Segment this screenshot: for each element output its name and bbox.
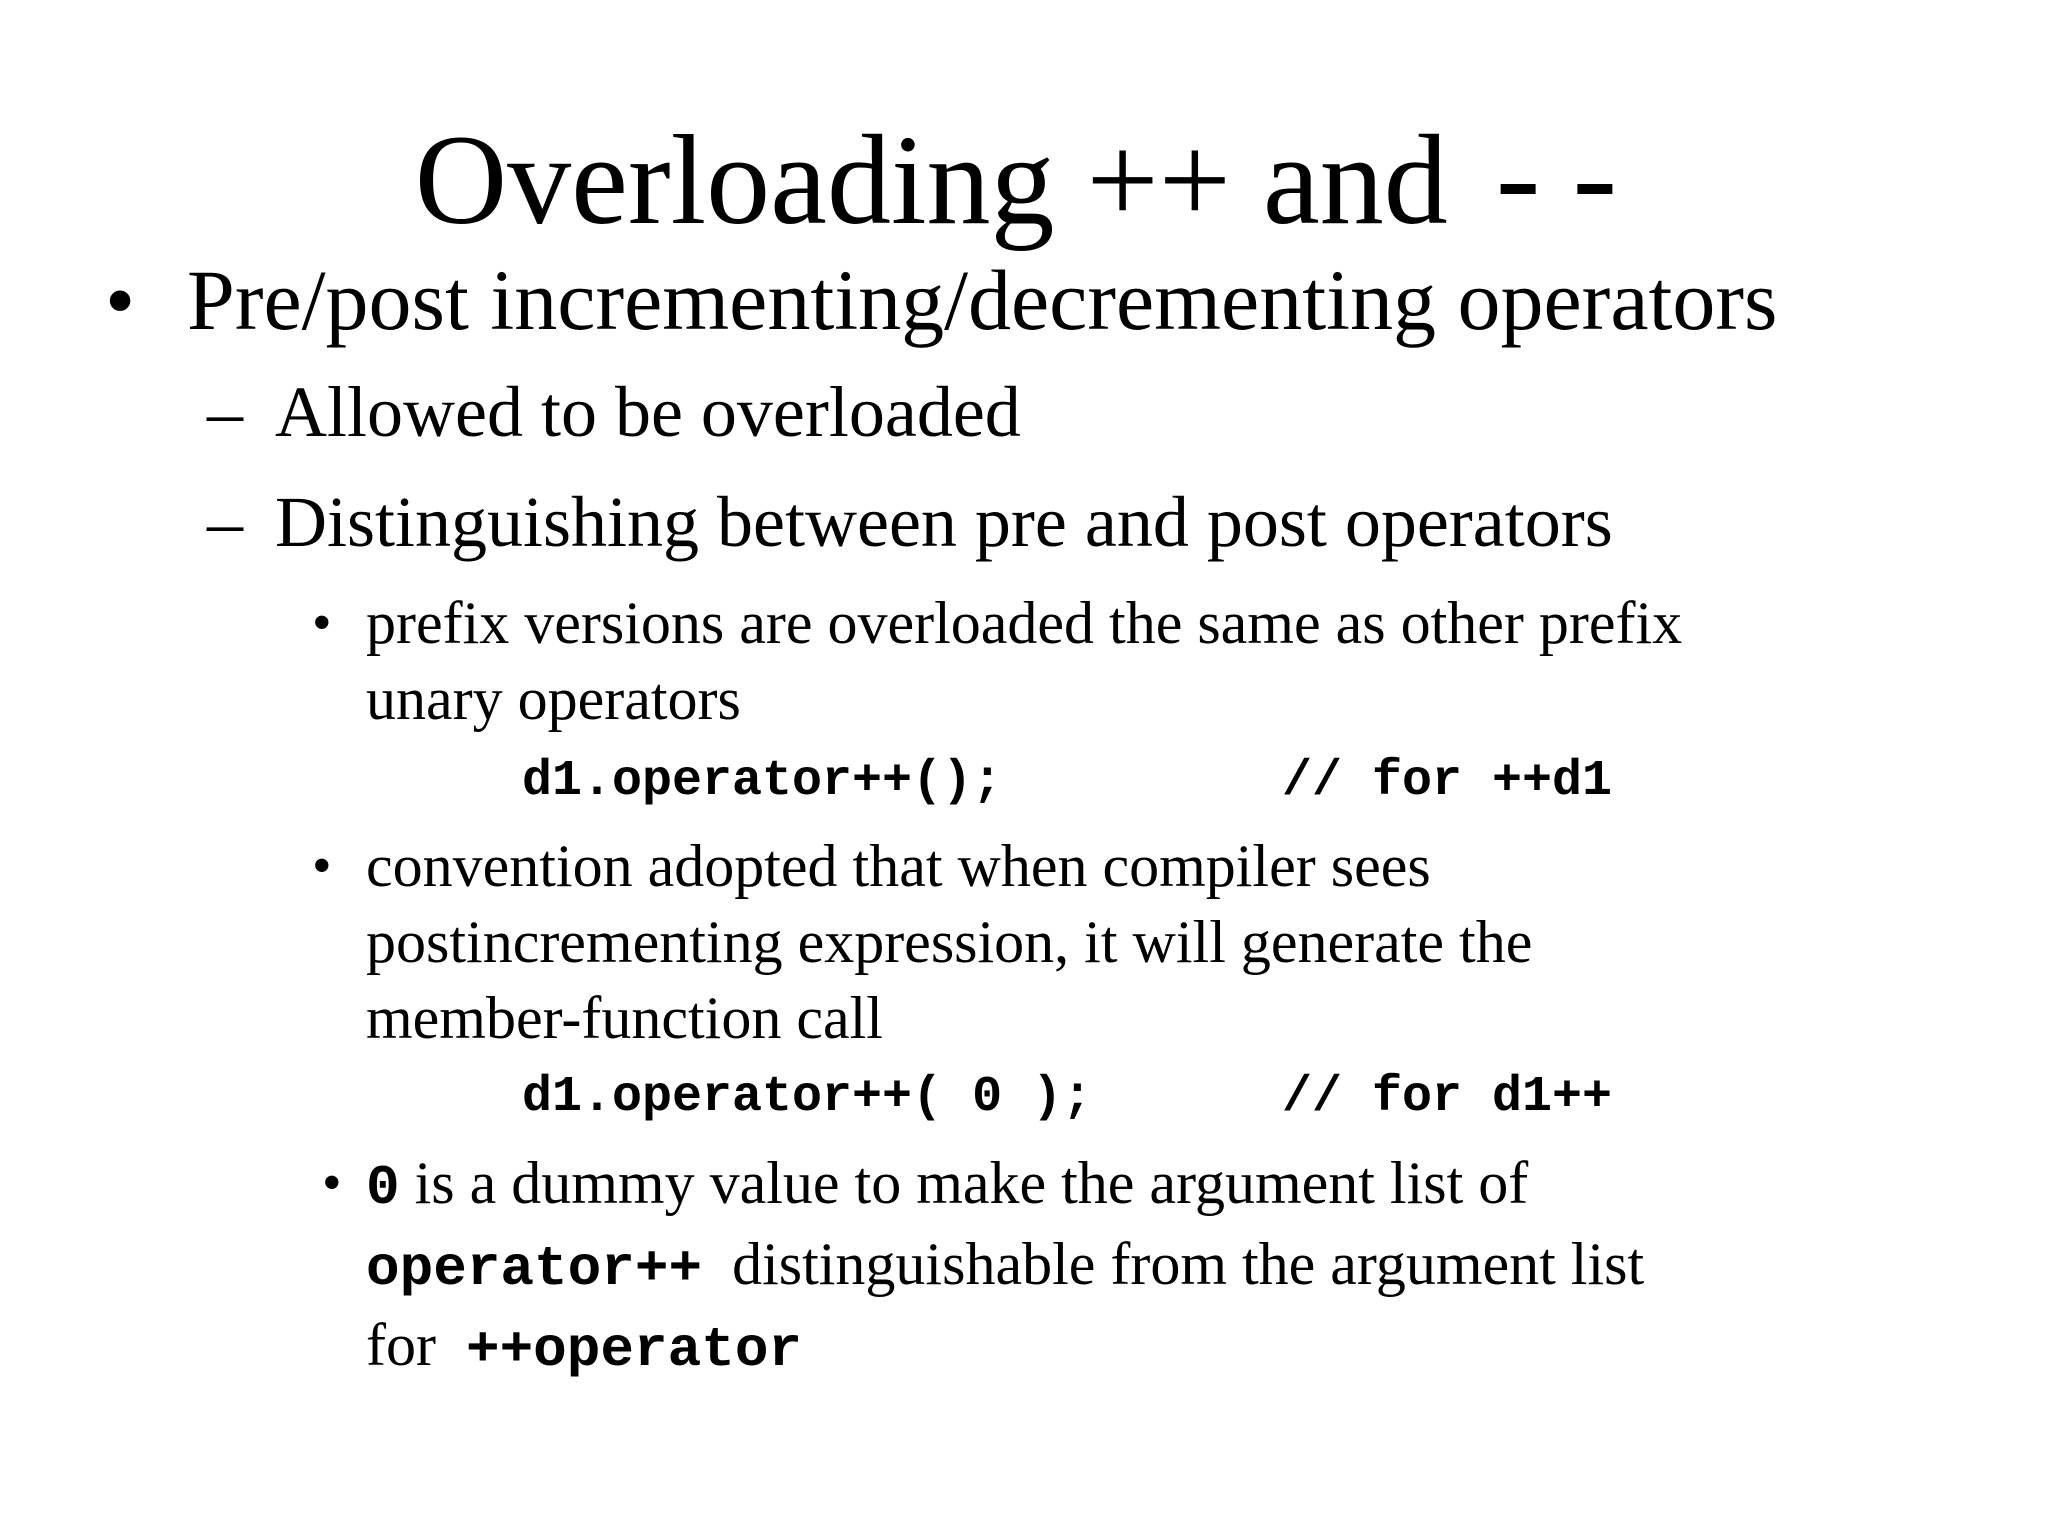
dash-marker: – (207, 482, 243, 562)
sub-item-text: Distinguishing between pre and post operators (275, 482, 1613, 562)
point-text (366, 1145, 1926, 1388)
point-line (366, 1226, 1926, 1307)
point-line: postincrementing expression, it will generate the (366, 909, 1533, 975)
bullet-marker: • (105, 252, 136, 348)
point-line: unary operators (366, 666, 741, 732)
bullet-marker: • (312, 592, 332, 654)
bullet-marker: • (322, 1152, 342, 1214)
title-code: -- (1479, 117, 1634, 262)
inline-code: operator++ (366, 1237, 703, 1301)
inline-code: ++operator (465, 1318, 803, 1382)
code-call: d1.operator++(); (522, 753, 1003, 810)
point-line: member-function call (366, 985, 883, 1051)
point-line (366, 1145, 1926, 1226)
point-inline-text: is a dummy value to make the argument list of (399, 1150, 1529, 1216)
dash-marker: – (207, 372, 243, 452)
bullet-marker: • (312, 835, 332, 897)
bullet-main-text: Pre/post incrementing/decrementing operators (187, 252, 1778, 348)
inline-code: 0 (366, 1156, 400, 1220)
sub-item-text: Allowed to be overloaded (275, 372, 1021, 452)
point-inline-text: distinguishable from the argument list (702, 1231, 1645, 1297)
title-text: Overloading ++ and (414, 109, 1480, 251)
code-comment: // for d1++ (1282, 1069, 1613, 1126)
point-text (366, 585, 1926, 737)
code-comment: // for ++d1 (1282, 753, 1613, 810)
point-line: prefix versions are overloaded the same as other prefix (366, 590, 1683, 656)
point-line: convention adopted that when compiler sees (366, 833, 1431, 899)
point-inline-text: for (366, 1312, 466, 1378)
point-line (366, 1307, 1926, 1388)
code-call: d1.operator++( 0 ); (522, 1069, 1093, 1126)
point-text (366, 828, 1926, 1056)
slide-title (0, 110, 2048, 260)
